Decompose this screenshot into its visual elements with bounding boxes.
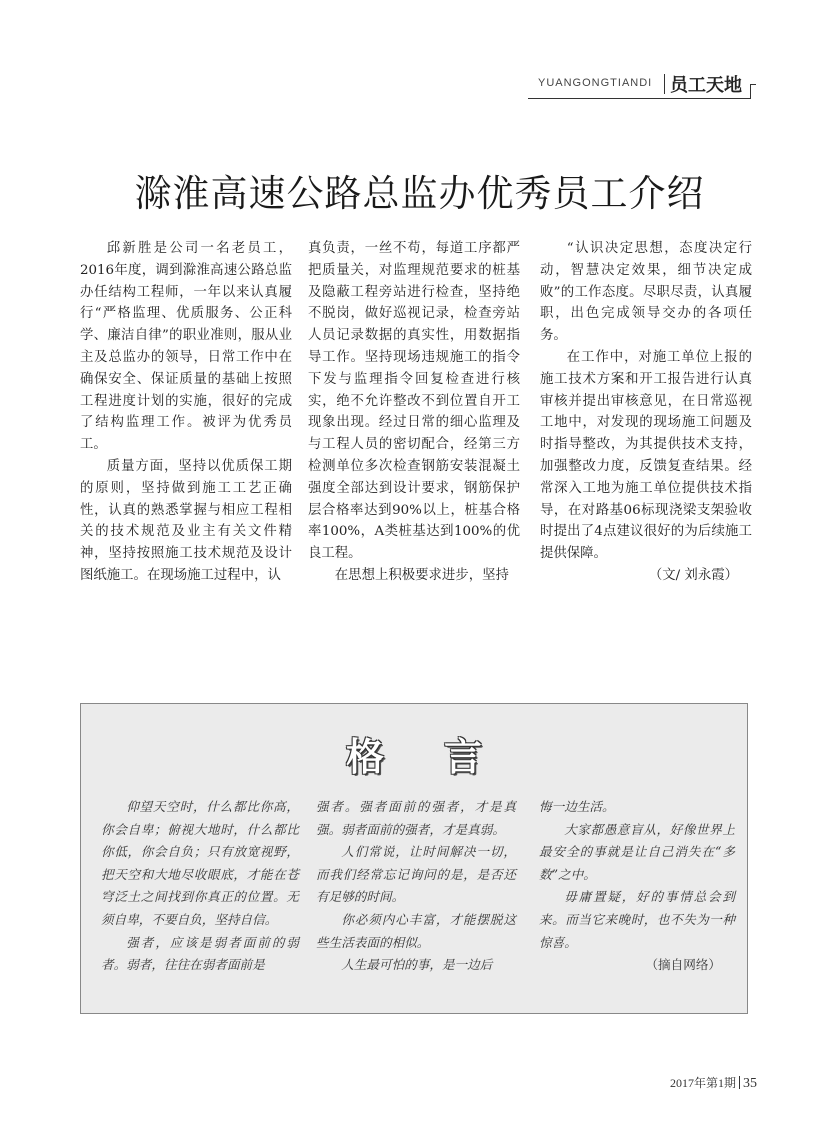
page-footer [670, 1074, 757, 1092]
section-pinyin: YUANGONGTIANDI [538, 77, 653, 89]
paragraph: 在工作中，对施工单位上报的施工技术方案和开工报告进行认真审核并提出审核意见，在日常巡视工地中，对发现的现场施工问题及时指导整改，为其提供技术支持，加强整改力度，反馈复查结果。经常深入工地为施工单位提供技术指导，在对路基06标现浇梁支架验收时提出了4点建议很好的为后续施工提供保障。 [540, 349, 752, 562]
paragraph: 邱新胜是公司一名老员工，2016年度，调到滁淮高速公路总监办任结构工程师，一年以来认真履行“严格监理、优质服务、公正科学、廉洁自律”的职业准则，服从业主及总监办的领导，日常工作中在确保安全、保证质量的基础上按照工程进度计划的实施，很好的完成了结构监理工作。被评为优秀员工。 [80, 241, 292, 453]
quotes-title: 格言 [345, 735, 542, 779]
quotes-column-1 [101, 796, 299, 977]
quotes-column-2 [316, 796, 516, 977]
quote-paragraph: 强者。强者面前的强者，才是真强。弱者面前的强者，才是真弱。 [316, 799, 516, 837]
paragraph: “认识决定思想，态度决定行动，智慧决定效果，细节决定成败”的工作态度。尽职尽责，认真履职，出色完成领导交办的各项任务。 [540, 241, 752, 344]
paragraph: 真负责，一丝不苟，每道工序都严把质量关，对监理规范要求的桩基及隐蔽工程旁站进行检查，坚持绝不脱岗，做好巡视记录，检查旁站人员记录数据的真实性，用数据指导工作。坚持现场违规施工的指令下发与监理指令回复检查进行核实，绝不允许整改不到位置自开工现象出现。经过日常的细心监理及与工程人员的密切配合，经第三方检测单位多次检查钢筋安装混凝土强度全部达到设计要求，钢筋保护层合格率达到90%以上，桩基合格率100%，A类桩基达到100%的优良工程。 [308, 241, 520, 562]
quote-paragraph: 你必须内心丰富，才能摆脱这些生活表面的相似。 [316, 911, 516, 950]
article-body [80, 238, 760, 588]
quote-paragraph: 仰望天空时，什么都比你高，你会自卑；俯视大地时，什么都比你低，你会自负；只有放宽视野，把天空和大地尽收眼底，才能在苍穹泛土之间找到你真正的位置。无须自卑，不要自负，坚持自信。 [101, 799, 299, 927]
quote-paragraph: 人们常说，让时间解决一切，而我们经常忘记询问的是，是否还有足够的时间。 [316, 844, 516, 905]
header-rule [528, 98, 750, 99]
quote-paragraph: 大家都愚意盲从，好像世界上最安全的事就是让自己消失在“多数”之中。 [539, 821, 735, 882]
article-column-2 [308, 238, 520, 587]
quotes-column-3 [539, 796, 735, 977]
section-name: 员工天地 [670, 75, 742, 96]
issue-number: 2017年第1期 [670, 1076, 737, 1090]
article-column-3 [540, 238, 752, 587]
article-column-1 [80, 238, 292, 587]
quote-paragraph: 悔一边生活。 [539, 799, 615, 814]
quote-paragraph: 人生最可怕的事，是一边后 [341, 957, 493, 973]
footer-separator [739, 1076, 740, 1089]
header-tick-end [750, 84, 756, 85]
article-title: 滁淮高速公路总监办优秀员工介绍 [134, 172, 705, 215]
running-header [528, 70, 758, 100]
quote-paragraph: 毋庸置疑，好的事情总会到来。而当它来晚时，也不失为一种惊喜。 [539, 889, 735, 950]
paragraph: 在思想上积极要求进步，坚持 [334, 567, 509, 583]
header-separator [664, 74, 665, 94]
author-byline: （文/ 刘永霞） [648, 567, 738, 583]
quotes-box [80, 703, 748, 1014]
page-number: 35 [743, 1076, 758, 1091]
header-tick [750, 84, 751, 99]
quote-paragraph: 强者，应该是弱者面前的弱者。弱者，往往在弱者面前是 [101, 934, 299, 973]
quotes-source: （摘自网络） [645, 957, 721, 973]
paragraph: 质量方面，坚持以优质保工期的原则，坚持做到施工工艺正确性，认真的熟悉掌握与相应工程相关的技术规范及业主有关文件精神，坚持按照施工技术规范及设计图纸施工。在现场施工过程中，认 [80, 458, 292, 583]
